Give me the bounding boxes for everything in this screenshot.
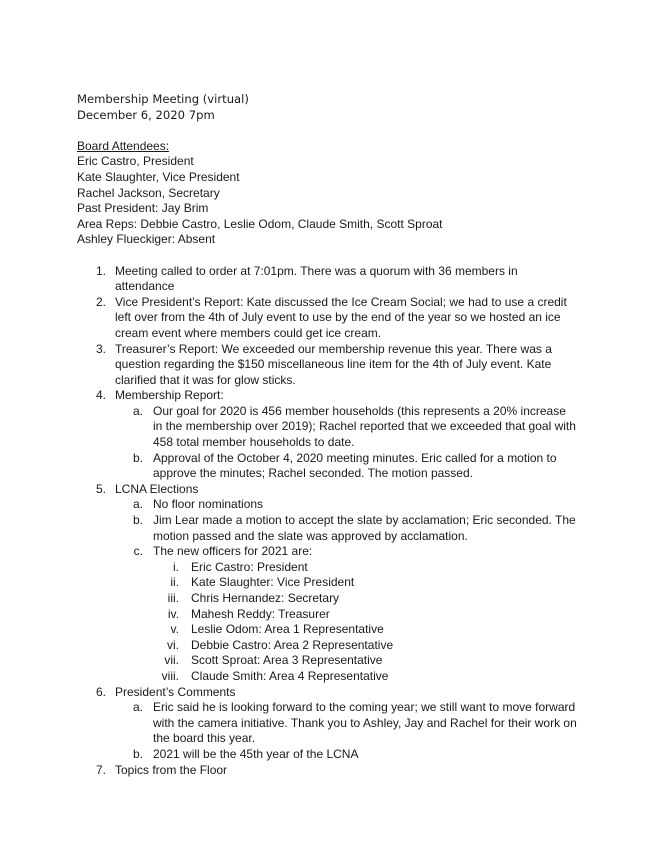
subitem-text: Approval of the October 4, 2020 meeting minutes. Eric called for a motion to approve the minutes; Rachel seconded. The motion passed. [153, 450, 557, 481]
officer-numeral: ii. [170, 575, 179, 590]
officer-entry [77, 607, 577, 623]
agenda-subitem [77, 404, 577, 451]
officer-entry [77, 575, 577, 591]
subitem-letter: a. [132, 700, 143, 715]
subitem-letter: b. [132, 746, 143, 761]
officer-entry [77, 560, 577, 576]
officer-entry [77, 638, 577, 654]
item-text: LCNA Elections [115, 481, 199, 496]
officer-entry [77, 653, 577, 669]
officer-text: Debbie Castro: Area 2 Representative [191, 637, 394, 652]
meeting-title: Membership Meeting (virtual) [77, 92, 249, 106]
item-number: 1. [95, 263, 106, 278]
meeting-date: December 6, 2020 7pm [77, 107, 215, 122]
blank-line [77, 248, 577, 264]
officer-text: Claude Smith: Area 4 Representative [191, 668, 389, 683]
officer-entry [77, 591, 577, 607]
attendees-heading: Board Attendees: [77, 138, 170, 153]
officer-text: Leslie Odom: Area 1 Representative [191, 622, 384, 637]
officer-entry [77, 622, 577, 638]
agenda-list [77, 264, 577, 779]
subitem-letter: a. [132, 403, 143, 418]
subitem-text: The new officers for 2021 are: [153, 544, 313, 559]
agenda-item [77, 482, 577, 498]
item-text: Treasurer’s Report: We exceeded our membership revenue this year. There was a question regarding the $150 miscellaneous line item for the 4th of July event. Kate clarified that it was for glow sticks. [115, 341, 552, 387]
document-page [77, 92, 577, 778]
officer-numeral: vi. [167, 637, 179, 652]
agenda-item [77, 295, 577, 342]
subitem-text: Jim Lear made a motion to accept the slate by acclamation; Eric seconded. The motion passed and the slate was approved by acclamation. [153, 513, 576, 543]
attendee-line: Past President: Jay Brim [77, 201, 209, 216]
agenda-subitem [77, 497, 577, 513]
item-text: Topics from the Floor [115, 762, 228, 777]
agenda-subitem [77, 700, 577, 747]
item-number: 6. [95, 684, 106, 699]
attendee-line: Eric Castro, President [77, 154, 194, 169]
agenda-subitem [77, 513, 577, 544]
officer-text: Scott Sproat: Area 3 Representative [191, 653, 383, 668]
item-text: Membership Report: [115, 388, 224, 403]
agenda-item [77, 264, 577, 295]
officer-numeral: viii. [161, 668, 179, 683]
item-number: 3. [95, 341, 106, 356]
officer-numeral: v. [170, 622, 179, 637]
item-number: 2. [95, 294, 106, 309]
subitem-letter: a. [132, 497, 143, 512]
officer-numeral: iv. [167, 606, 179, 621]
item-text: Vice President’s Report: Kate discussed the Ice Cream Social; we had to use a credit left over from the 4th of July event to use by the end of the year so we hosted an ice cream event where members could get ice cream. [115, 294, 567, 340]
subitem-text: No floor nominations [153, 497, 264, 512]
item-text: President’s Comments [115, 684, 236, 699]
subitem-letter: b. [132, 513, 143, 528]
officer-entry [77, 669, 577, 685]
agenda-item [77, 388, 577, 404]
item-number: 4. [95, 388, 106, 403]
officer-text: Chris Hernandez: Secretary [191, 591, 340, 605]
agenda-item [77, 685, 577, 701]
subitem-letter: b. [132, 450, 143, 465]
officer-text: Eric Castro: President [191, 559, 308, 574]
officer-numeral: i. [173, 559, 179, 574]
attendee-line: Area Reps: Debbie Castro, Leslie Odom, Claude Smith, Scott Sproat [77, 216, 443, 231]
attendee-line: Ashley Flueckiger: Absent [77, 232, 216, 247]
agenda-subitem [77, 747, 577, 763]
agenda-item [77, 763, 577, 779]
subitem-text: 2021 will be the 45th year of the LCNA [153, 746, 359, 761]
item-number: 7. [95, 762, 106, 777]
officer-text: Kate Slaughter: Vice President [191, 575, 355, 590]
agenda-subitem [77, 544, 577, 560]
agenda-subitem [77, 451, 577, 482]
officer-text: Mahesh Reddy: Treasurer [191, 606, 330, 621]
item-number: 5. [95, 481, 106, 496]
blank-line [77, 123, 577, 139]
subitem-letter: c. [133, 544, 143, 559]
item-text: Meeting called to order at 7:01pm. There was a quorum with 36 members in attendance [115, 263, 518, 294]
attendee-line: Kate Slaughter, Vice President [77, 169, 240, 184]
officer-numeral: vii. [164, 653, 179, 668]
agenda-item [77, 342, 577, 389]
officer-numeral: iii. [167, 591, 179, 605]
subitem-text: Our goal for 2020 is 456 member households (this represents a 20% increase in the membership over 2019); Rachel reported that we exceeded that goal with 458 total member households to date. [153, 403, 576, 450]
attendee-line: Rachel Jackson, Secretary [77, 185, 220, 200]
subitem-text: Eric said he is looking forward to the coming year; we still want to move forward with the camera initiative. Thank you to Ashley, Jay and Rachel for their work on the board this year. [153, 700, 577, 746]
